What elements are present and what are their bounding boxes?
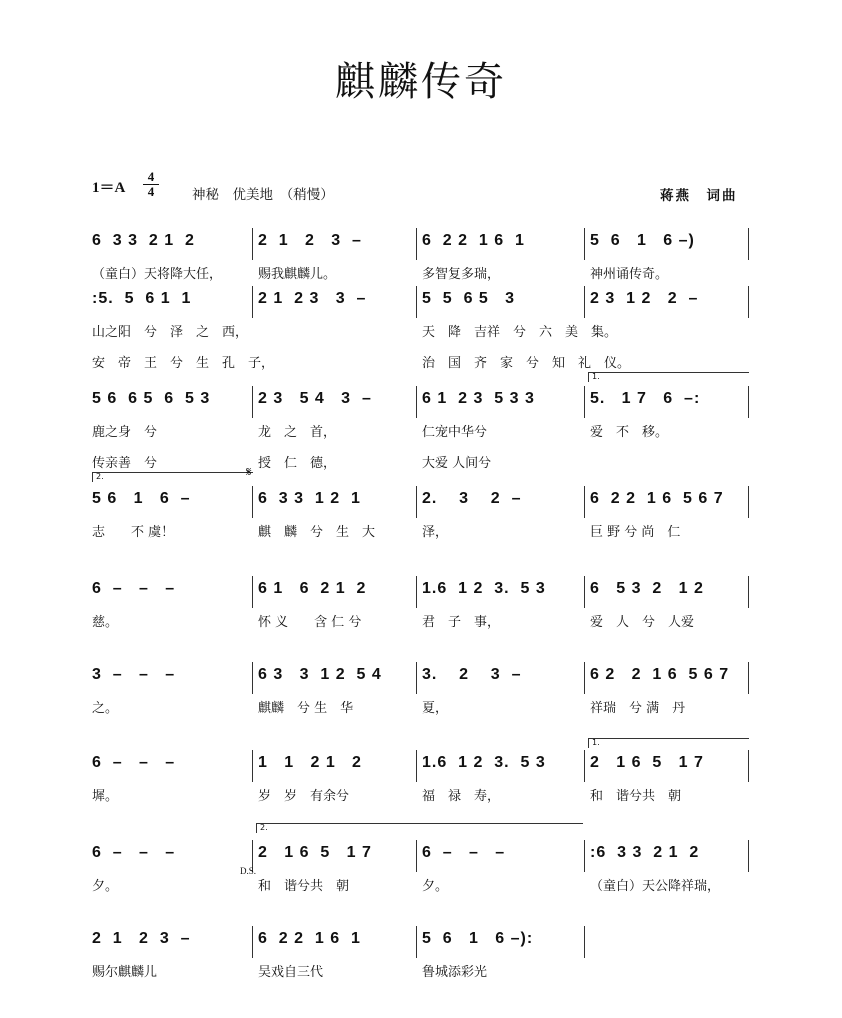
barline [584,840,585,872]
measure: :5. 5 6 1 1 [92,290,192,307]
measure: :6 3 3 2 1 2 [590,844,700,861]
measure: 2 1 6 5 1 7 [590,754,704,771]
barline [252,750,253,782]
barline [584,486,585,518]
barline [416,228,417,260]
lyric-text: 赐尔麒麟儿 [92,965,158,980]
time-bottom: 4 [147,184,155,199]
lyric-text: 祥瑞 兮 满 丹 [590,701,686,716]
barline [416,840,417,872]
lyric-text: 夕。 [92,879,119,894]
measure: 3. 2 3 – [422,666,522,683]
measure: 6 3 3 1 2 5 4 [258,666,382,683]
measure: 6 2 2 1 6 5 6 7 [590,490,724,507]
lyric-text: 夏， [422,701,449,716]
score-row [92,486,756,578]
lyric-text: 和 谐兮共 朝 [258,879,350,894]
barline [748,228,749,260]
lyric-text: 天 降 吉祥 兮 六 美 集。 [422,325,618,340]
lyric-text: 慈。 [92,615,119,630]
barline [416,576,417,608]
lyric-text: 大爱 人间兮 [422,456,492,471]
measure: 1 1 2 1 2 [258,754,362,771]
measure: 6 – – – [92,754,176,771]
barline [748,576,749,608]
barline [252,926,253,958]
barline [748,486,749,518]
barline [416,662,417,694]
measure: 2 1 2 3 3 – [258,290,367,307]
lyric-text: 岁 岁 有余兮 [258,789,350,804]
barline [584,662,585,694]
lyric-text: 夕。 [422,879,449,894]
measure: 6 3 3 1 2 1 [258,490,361,507]
tempo-marking: 神秘 优美地 （稍慢） [192,187,334,203]
measure: 2 1 6 5 1 7 [258,844,372,861]
lyric-text: 治 国 齐 家 兮 知 礼 仪。 [422,356,631,371]
barline [416,286,417,318]
volta-first-2: 1. [588,738,749,748]
key-signature: 1＝A [92,180,126,196]
lyric-text: 传亲善 兮 [92,456,158,471]
measure: 6 1 6 2 1 2 [258,580,367,597]
barline [252,386,253,418]
barline [584,926,585,958]
measure: 5 5 6 5 3 [422,290,516,307]
barline [748,662,749,694]
measure: 3 – – – [92,666,176,683]
barline [416,486,417,518]
measure: 5 6 1 6 – [92,490,191,507]
measure: 5 6 1 6 –): [422,930,534,947]
lyric-text: 墀。 [92,789,119,804]
barline [584,286,585,318]
lyric-text: 鹿之身 兮 [92,425,158,440]
measure: 1.6 1 2 3. 5 3 [422,580,546,597]
barline [748,386,749,418]
measure: 2 1 2 3 – [258,232,362,249]
barline [416,926,417,958]
author-credit: 蒋燕 词曲 [660,188,738,204]
measure: 6 – – – [92,580,176,597]
lyric-text: 仁宠中华兮 [422,425,488,440]
measure: 6 1 2 3 5 3 3 [422,390,535,407]
lyric-text: 怀 义 含 仁 兮 [258,615,362,630]
lyric-text: 赐我麒麟儿。 [258,267,337,282]
measure: 6 2 2 1 6 1 [258,930,361,947]
barline [252,662,253,694]
score-row [92,286,756,378]
lyric-text: （童白）天公降祥瑞， [590,879,721,894]
lyric-text: 志 不 虞！ [92,525,175,540]
lyric-text: （童白）天将降大任， [92,267,223,282]
lyric-text: 之。 [92,701,119,716]
lyric-text: 和 谐兮共 朝 [590,789,682,804]
barline [252,486,253,518]
barline [748,750,749,782]
measure: 6 – – – [422,844,506,861]
volta-second: 2. [92,472,253,482]
score-row [92,840,756,932]
lyric-text: 吴戏自三代 [258,965,324,980]
lyric-text: 福 禄 寿， [422,789,501,804]
measure: 2 1 2 3 – [92,930,191,947]
dal-segno: D.S. [240,866,257,876]
song-title: 麒麟传奇 [335,59,507,105]
measure: 2 3 5 4 3 – [258,390,372,407]
lyric-text: 君 子 事， [422,615,501,630]
measure: 5 6 6 5 6 5 3 [92,390,211,407]
lyric-text: 泽， [422,525,449,540]
measure: 2 3 1 2 2 – [590,290,699,307]
lyric-text: 神州诵传奇。 [590,267,669,282]
volta-second-2: 2. [256,823,583,833]
measure: 6 2 2 1 6 1 [422,232,525,249]
lyric-text: 龙 之 首， [258,425,337,440]
volta-first: 1. [588,372,749,382]
score-row [92,576,756,668]
measure: 1.6 1 2 3. 5 3 [422,754,546,771]
lyric-text: 爱 人 兮 人爱 [590,615,695,630]
score-row [92,926,756,1018]
lyric-text: 爱 不 移。 [590,425,669,440]
lyric-text: 麒 麟 兮 生 大 [258,525,376,540]
barline [748,286,749,318]
measure: 6 3 3 2 1 2 [92,232,195,249]
lyric-text: 山之阳 兮 泽 之 西， [92,325,249,340]
barline [584,228,585,260]
barline [252,286,253,318]
lyric-text: 安 帝 王 兮 生 孔 子， [92,356,275,371]
barline [584,576,585,608]
lyric-text: 鲁城添彩光 [422,965,488,980]
measure: 5 6 1 6 –) [590,232,695,249]
barline [416,750,417,782]
barline [416,386,417,418]
measure: 5. 1 7 6 –: [590,390,701,407]
score-row [92,386,756,478]
barline [584,386,585,418]
time-signature [143,170,159,199]
time-top: 4 [147,169,155,184]
segno-sign: 𝄋 [246,464,252,479]
measure: 6 5 3 2 1 2 [590,580,704,597]
barline [252,228,253,260]
barline [584,750,585,782]
measure: 6 2 2 1 6 5 6 7 [590,666,730,683]
measure: 2. 3 2 – [422,490,522,507]
barline [748,840,749,872]
lyric-text: 麒麟 兮 生 华 [258,701,354,716]
lyric-text: 授 仁 德， [258,456,337,471]
barline [252,576,253,608]
measure: 6 – – – [92,844,176,861]
lyric-text: 多智复多瑞， [422,267,501,282]
lyric-text: 巨 野 兮 尚 仁 [590,525,681,540]
